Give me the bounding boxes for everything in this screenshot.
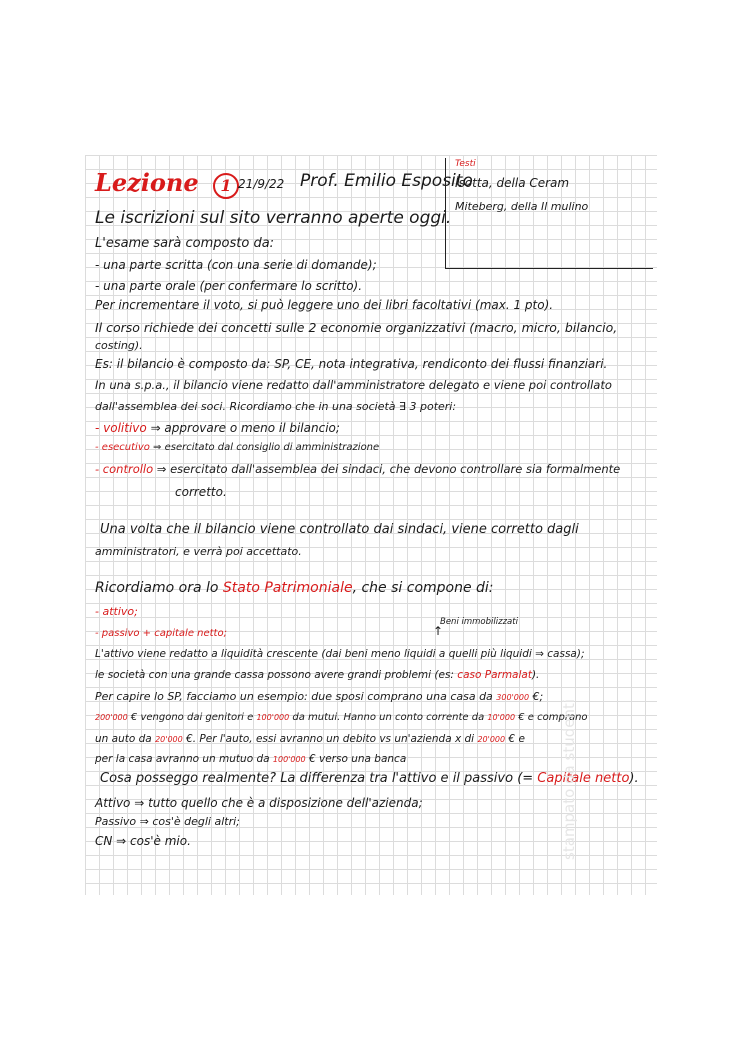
text-part: €; xyxy=(529,690,544,703)
lesson-title xyxy=(95,168,239,199)
power-term: - volitivo xyxy=(95,421,147,435)
note-line: dall'assemblea dei soci. Ricordiamo che in una società ∃ 3 poteri: xyxy=(95,400,457,413)
note-line: Es: il bilancio è composto da: SP, CE, nota integrativa, rendiconto dei flussi finanziari. xyxy=(95,357,608,371)
power-controllo xyxy=(95,462,620,476)
highlight-term: caso Parmalat xyxy=(457,669,532,681)
note-line: L'esame sarà composto da: xyxy=(95,236,275,251)
amount: 200'000 xyxy=(95,713,128,722)
amount: 20'000 xyxy=(477,735,506,744)
note-line xyxy=(95,580,494,596)
note-line: costing). xyxy=(95,339,143,352)
highlight-term: Capitale netto xyxy=(537,771,630,786)
text-part: Ricordiamo ora lo xyxy=(95,580,223,596)
amount: 10'000 xyxy=(487,713,516,722)
note-line: amministratori, e verrà poi accettato. xyxy=(95,545,302,558)
lesson-title-text: Lezione xyxy=(95,168,199,197)
power-term: - controllo xyxy=(95,462,154,476)
amount: 100'000 xyxy=(272,755,306,764)
amount: 300'000 xyxy=(496,693,530,702)
watermark: stampato da studenti xyxy=(560,698,578,860)
text-part: Per capire lo SP, facciamo un esempio: due sposi comprano una casa da xyxy=(95,690,497,703)
power-desc: ⇒ esercitato dall'assemblea dei sindaci, che devono controllare sia formalmente xyxy=(153,462,621,476)
power-desc: ⇒ approvare o meno il bilancio; xyxy=(146,421,340,435)
text-part: Cosa posseggo realmente? La differenza tra l'attivo e il passivo (= xyxy=(100,771,538,786)
highlight-term: Stato Patrimoniale xyxy=(222,580,353,596)
book-1: Isotta, della Ceram xyxy=(455,176,570,190)
note-line xyxy=(100,771,639,786)
note-beni: Beni immobilizzati xyxy=(440,617,518,627)
power-esecutivo xyxy=(95,442,379,453)
text-part: € verso una banca xyxy=(305,753,407,765)
texts-box xyxy=(445,158,653,269)
note-line xyxy=(95,733,525,745)
note-line xyxy=(95,753,406,765)
note-line: - attivo; xyxy=(95,605,138,618)
note-line: Per incrementare il voto, si può leggere uno dei libri facoltativi (max. 1 pto). xyxy=(95,298,554,312)
text-part: €. Per l'auto, essi avranno un debito vs un'azienda x di xyxy=(182,733,478,745)
note-line: - passivo + capitale netto; xyxy=(95,628,227,639)
text-part: € e xyxy=(505,733,525,745)
text-part: per la casa avranno un mutuo da xyxy=(95,753,273,765)
note-line: - una parte orale (per confermare lo scritto). xyxy=(95,279,363,293)
text-part: da mutui. Hanno un conto corrente da xyxy=(289,712,488,723)
note-line xyxy=(95,669,539,681)
amount: 20'000 xyxy=(155,735,183,744)
text-part: ). xyxy=(531,669,540,681)
text-part: , che si compone di: xyxy=(352,580,494,596)
texts-label: Testi xyxy=(455,159,476,169)
power-desc: ⇒ esercitato dal consiglio di amministrazione xyxy=(149,442,380,453)
note-line: corretto. xyxy=(175,485,227,499)
text-part: € e comprano xyxy=(515,712,588,723)
note-line: Le iscrizioni sul sito verranno aperte oggi. xyxy=(95,208,452,228)
book-2: Miteberg, della Il mulino xyxy=(455,200,589,213)
text-part: le società con una grande cassa possono avere grandi problemi (es: xyxy=(95,669,458,681)
power-term: - esecutivo xyxy=(95,442,150,453)
note-line: CN ⇒ cos'è mio. xyxy=(95,834,191,848)
note-line xyxy=(95,690,543,703)
lesson-number: 1 xyxy=(213,173,239,199)
note-line xyxy=(95,712,588,723)
note-line: In una s.p.a., il bilancio viene redatto dall'amministratore delegato e viene poi controllato xyxy=(95,378,612,392)
arrow-icon: ↑ xyxy=(433,624,444,638)
note-line: Il corso richiede dei concetti sulle 2 economie organizzativi (macro, micro, bilancio, xyxy=(95,320,618,335)
note-line: Una volta che il bilancio viene controllato dai sindaci, viene corretto dagli xyxy=(100,522,579,537)
amount: 100'000 xyxy=(256,713,290,722)
power-volitivo xyxy=(95,421,340,435)
note-line: Passivo ⇒ cos'è degli altri; xyxy=(95,815,240,828)
note-line: - una parte scritta (con una serie di domande); xyxy=(95,258,377,272)
text-part: un auto da xyxy=(95,733,156,745)
note-line: Attivo ⇒ tutto quello che è a disposizione dell'azienda; xyxy=(95,796,423,810)
text-part: € vengono dai genitori e xyxy=(127,712,257,723)
note-line: L'attivo viene redatto a liquidità crescente (dai beni meno liquidi a quelli più liquidi ⇒ cassa); xyxy=(95,648,585,660)
text-part: ). xyxy=(629,771,639,786)
lesson-date: 21/9/22 xyxy=(238,177,285,191)
professor-name: Prof. Emilio Esposito xyxy=(300,171,473,191)
